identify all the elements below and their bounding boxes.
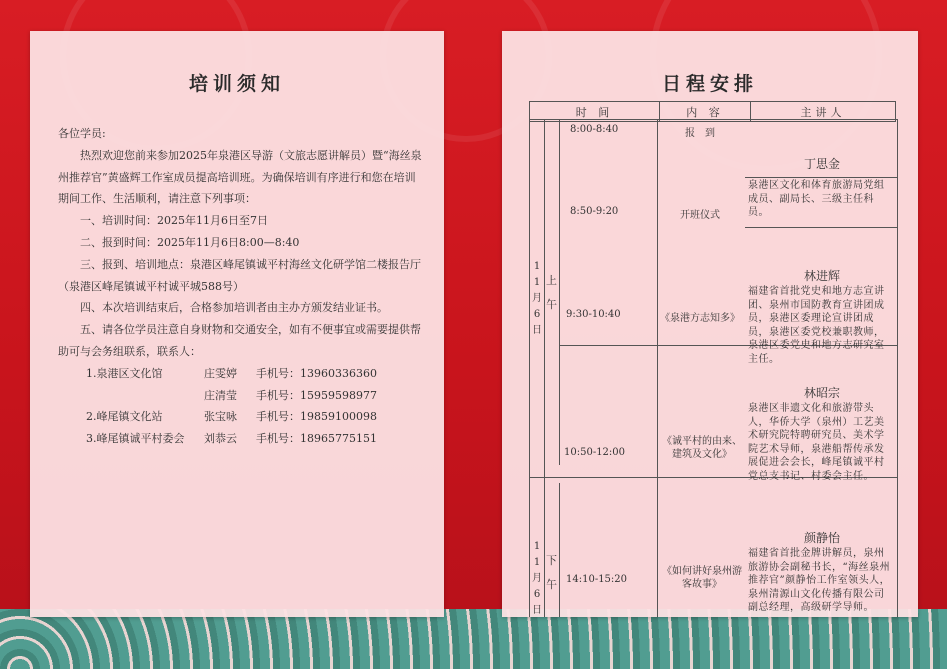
notice-letter bbox=[58, 123, 426, 450]
speaker-name: 林进辉 bbox=[803, 269, 840, 283]
session-time: 8:00-8:40 bbox=[570, 124, 619, 135]
header-time: 时 间 bbox=[530, 102, 660, 122]
wave-decoration bbox=[0, 609, 947, 669]
notice-item: 三、报到、培训地点：泉港区峰尾镇诚平村海丝文化研学馆二楼报告厅（泉港区峰尾镇诚平村诚平城588号） bbox=[58, 257, 421, 293]
notice-item: 二、报到时间：2025年11月6日8:00—8:40 bbox=[80, 235, 300, 249]
contact-org bbox=[86, 385, 204, 407]
afternoon-label: 下 午 bbox=[546, 554, 557, 591]
contact-org: 3.峰尾镇诚平村委会 bbox=[86, 432, 185, 446]
contact-org: 2.峰尾镇文化站 bbox=[86, 410, 163, 424]
session-content: 《诚平村的由来、建筑及文化》 bbox=[662, 436, 742, 460]
contact-row bbox=[58, 406, 426, 428]
contact-org: 1.泉港区文化馆 bbox=[86, 366, 163, 380]
contact-phone: 手机号：13960336360 bbox=[256, 366, 377, 380]
contact-phone: 手机号：15959598977 bbox=[256, 388, 377, 402]
speaker-name: 丁思金 bbox=[803, 157, 840, 171]
session-time: 8:50-9:20 bbox=[570, 206, 619, 217]
morning-label: 上 午 bbox=[546, 274, 557, 311]
session-content: 《如何讲好泉州游客故事》 bbox=[662, 566, 742, 590]
schedule-body bbox=[529, 119, 898, 617]
contact-phone: 手机号：18965775151 bbox=[256, 432, 377, 446]
header-speaker: 主讲人 bbox=[751, 102, 896, 122]
contact-row bbox=[58, 363, 426, 385]
notice-title: 培训须知 bbox=[188, 73, 285, 95]
session-time: 14:10-15:20 bbox=[566, 574, 628, 585]
training-notice-page bbox=[30, 31, 444, 617]
salutation: 各位学员: bbox=[58, 127, 106, 140]
speaker-name: 颜静怡 bbox=[803, 531, 840, 545]
contact-name: 庄雯婷 bbox=[204, 366, 237, 380]
contact-name: 张宝咏 bbox=[204, 410, 237, 424]
contact-phone: 手机号：19859100098 bbox=[256, 410, 377, 424]
session-content: 《泉港方志知多》 bbox=[660, 313, 740, 324]
speaker-desc: 泉港区非遗文化和旅游带头人，华侨大学（泉州）工艺美术研究院特聘研究员、美术学院艺术导师，泉港船帮传承发展促进会会长，峰尾镇诚平村党总支书记、村委会主任。 bbox=[748, 403, 885, 482]
session-time: 10:50-12:00 bbox=[564, 447, 626, 458]
day-label: 1 1 月 6 日 bbox=[532, 541, 542, 616]
speaker-name: 林昭宗 bbox=[803, 386, 840, 400]
schedule-title: 日程安排 bbox=[661, 73, 758, 95]
header-content: 内 容 bbox=[660, 102, 751, 122]
contact-row bbox=[58, 385, 426, 407]
intro-paragraph: 热烈欢迎您前来参加2025年泉港区导游（文旅志愿讲解员）暨“海丝泉州推荐官”黄盛辉工作室成员提高培训班。为确保培训有序进行和您在培训期间工作、生活顺利，请注意下列事项： bbox=[58, 148, 422, 206]
notice-item: 一、培训时间：2025年11月6日至7日 bbox=[80, 214, 268, 228]
speaker-desc: 泉港区文化和体育旅游局党组成员、副局长、三级主任科员。 bbox=[748, 180, 885, 218]
speaker-desc: 福建省首批金牌讲解员，泉州旅游协会副秘书长，“海丝泉州推荐官”颜静怡工作室领头人，泉州清源山文化传播有限公司副总经理，高级研学导师。 bbox=[748, 548, 891, 613]
speaker-desc: 福建省首批党史和地方志宣讲团、泉州市国防教育宣讲团成员，泉港区委理论宣讲团成员，泉港区委党校兼职教师，泉港区委党史和地方志研究室主任。 bbox=[748, 286, 885, 365]
schedule-page bbox=[502, 31, 918, 617]
notice-item: 五、请各位学员注意自身财物和交通安全，如有不便事宜或需要提供帮助可与会务组联系，联系人： bbox=[58, 323, 421, 358]
contact-name: 庄清莹 bbox=[204, 388, 237, 402]
notice-item: 四、本次培训结束后，合格参加培训者由主办方颁发结业证书。 bbox=[80, 301, 388, 315]
day-label: 1 1 月 6 日 bbox=[532, 261, 542, 336]
session-content: 开班仪式 bbox=[680, 210, 720, 221]
session-content: 报 到 bbox=[685, 128, 715, 139]
contact-row bbox=[58, 428, 426, 450]
session-time: 9:30-10:40 bbox=[566, 309, 621, 320]
contact-name: 刘恭云 bbox=[204, 432, 237, 446]
